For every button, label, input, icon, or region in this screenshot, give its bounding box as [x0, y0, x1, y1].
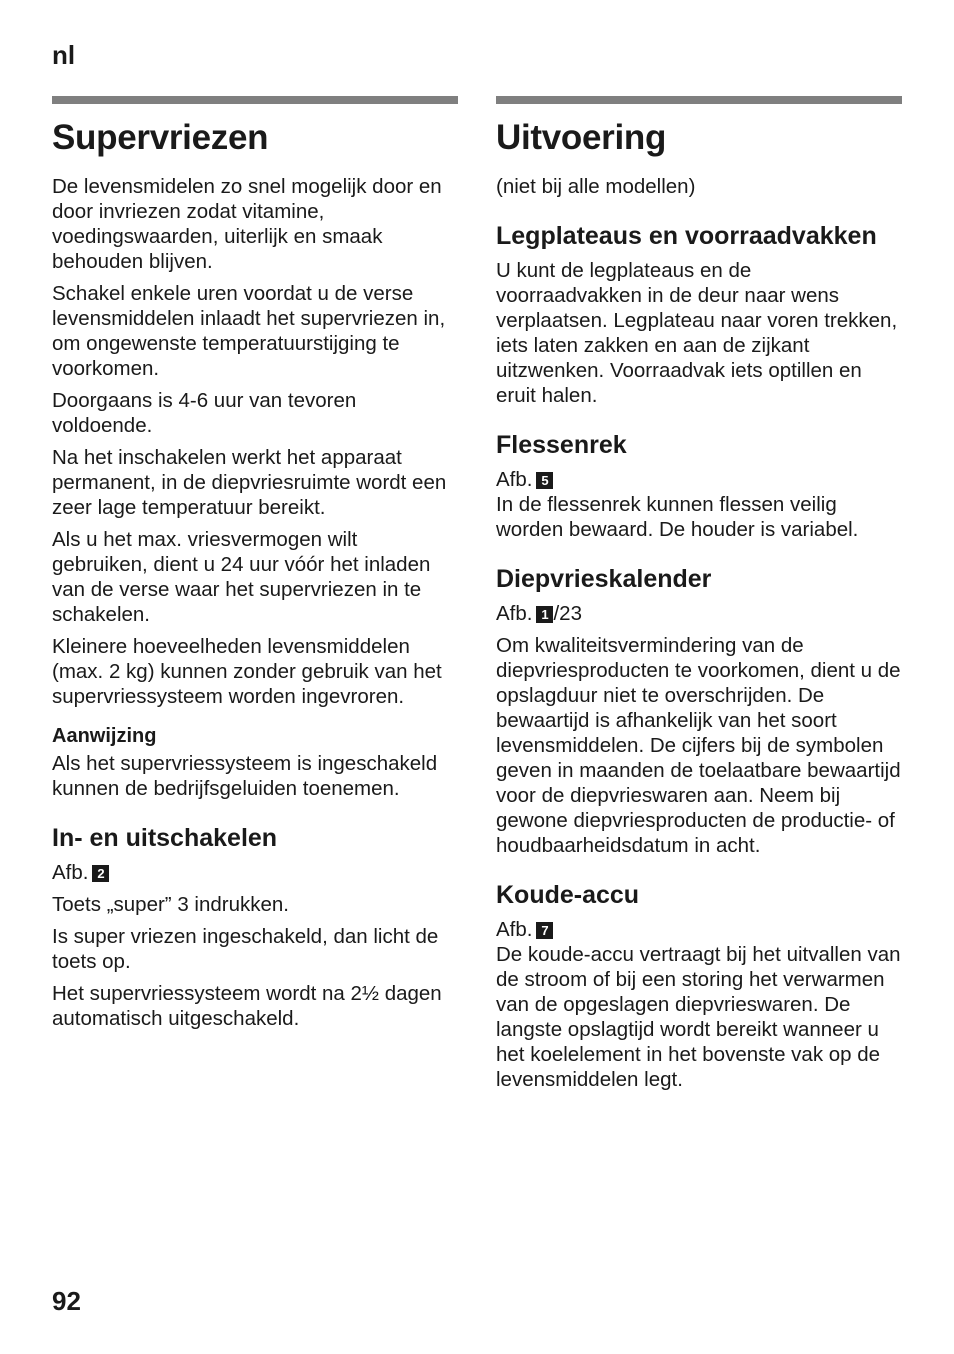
note-heading: Aanwijzing [52, 725, 157, 747]
figure-label: Afb. [496, 602, 533, 625]
figure-number-badge: 7 [536, 922, 553, 939]
paragraph: Is super vriezen ingeschakeld, dan licht de toets op. [52, 925, 439, 973]
paragraph: Na het inschakelen werkt het apparaat permanent, in de diepvriesruimte wordt een zeer lage temperatuur bereikt. [52, 446, 447, 519]
right-column [496, 96, 902, 1099]
figure-reference [496, 601, 902, 626]
figure-label: Afb. [496, 918, 533, 941]
figure-number-badge: 1 [536, 606, 553, 623]
figure-label: Afb. [52, 861, 89, 884]
shelves-section [496, 221, 902, 408]
subtitle: (niet bij alle modellen) [496, 175, 696, 198]
page-number: 92 [52, 1286, 81, 1316]
figure-label: Afb. [496, 468, 533, 491]
section-rule [52, 96, 458, 104]
note-block [52, 723, 458, 801]
calendar-text: Om kwaliteitsvermindering van de diepvriesproducten te voorkomen, dient u de opslagduur niet te overschrijden. De bewaartijd is afhankelijk van het soort levensmiddelen. De cijfers bij de symbolen geven in maanden de toelaatbare bewaartijd voor de diepvrieswaren aan. Neem bij gewone diepvriesproducten de productie- of houdbaarheidsdatum in acht. [496, 634, 901, 857]
section-rule [496, 96, 902, 104]
paragraph: Toets „super” 3 indrukken. [52, 893, 290, 916]
figure-reference [496, 467, 902, 492]
shelves-heading: Legplateaus en voorraadvakken [496, 222, 877, 250]
uitvoering-title: Uitvoering [496, 118, 667, 157]
figure-reference [52, 860, 458, 885]
left-column [52, 96, 458, 1038]
paragraph: Schakel enkele uren voordat u de verse levensmiddelen inlaadt het supervriezen in, om ongewenste temperatuurstijging te voorkomen. [52, 282, 446, 380]
note-text: Als het supervriessysteem is ingeschakeld kunnen de bedrijfsgeluiden toenemen. [52, 752, 438, 800]
switching-heading: In- en uitschakelen [52, 824, 278, 852]
figure-reference [496, 917, 902, 942]
shelves-text: U kunt de legplateaus en de voorraadvakken in de deur naar wens verplaatsen. Legplateau naar voren trekken, iets laten zakken en aan de zijkant uitzwenken. Voorraadvak iets optillen en eruit halen. [496, 259, 898, 407]
figure-number-badge: 5 [536, 472, 553, 489]
cold-pack-section [496, 880, 902, 1092]
switching-section [52, 823, 458, 1031]
calendar-section [496, 564, 902, 858]
bottle-rack-heading: Flessenrek [496, 431, 627, 459]
bottle-rack-text: In de flessenrek kunnen flessen veilig worden bewaard. De houder is variabel. [496, 493, 859, 541]
cold-pack-heading: Koude-accu [496, 881, 640, 909]
paragraph: Het supervriessysteem wordt na 2½ dagen automatisch uitgeschakeld. [52, 982, 442, 1030]
paragraph: Doorgaans is 4-6 uur van tevoren voldoende. [52, 389, 357, 437]
paragraph: Kleinere hoeveelheden levensmiddelen (max. 2 kg) kunnen zonder gebruik van het supervriessysteem worden ingevroren. [52, 635, 442, 708]
figure-suffix: /23 [553, 602, 582, 625]
calendar-heading: Diepvrieskalender [496, 565, 712, 593]
paragraph: De levensmidelen zo snel mogelijk door en door invriezen zodat vitamine, voedingswaarden, uiterlijk en smaak behouden blijven. [52, 175, 442, 273]
cold-pack-text: De koude-accu vertraagt bij het uitvallen van de stroom of bij een storing het verwarmen van de opgeslagen diepvrieswaren. De langste opslagtijd wordt bereikt wanneer u het koelelement in het bovenste vak op de levensmiddelen legt. [496, 943, 901, 1091]
paragraph: Als u het max. vriesvermogen wilt gebruiken, dient u 24 uur vóór het inladen van de verse waar het supervriezen in te schakelen. [52, 528, 431, 626]
bottle-rack-section [496, 430, 902, 542]
figure-number-badge: 2 [92, 865, 109, 882]
language-label: nl [52, 40, 76, 70]
supervriezen-title: Supervriezen [52, 118, 269, 157]
